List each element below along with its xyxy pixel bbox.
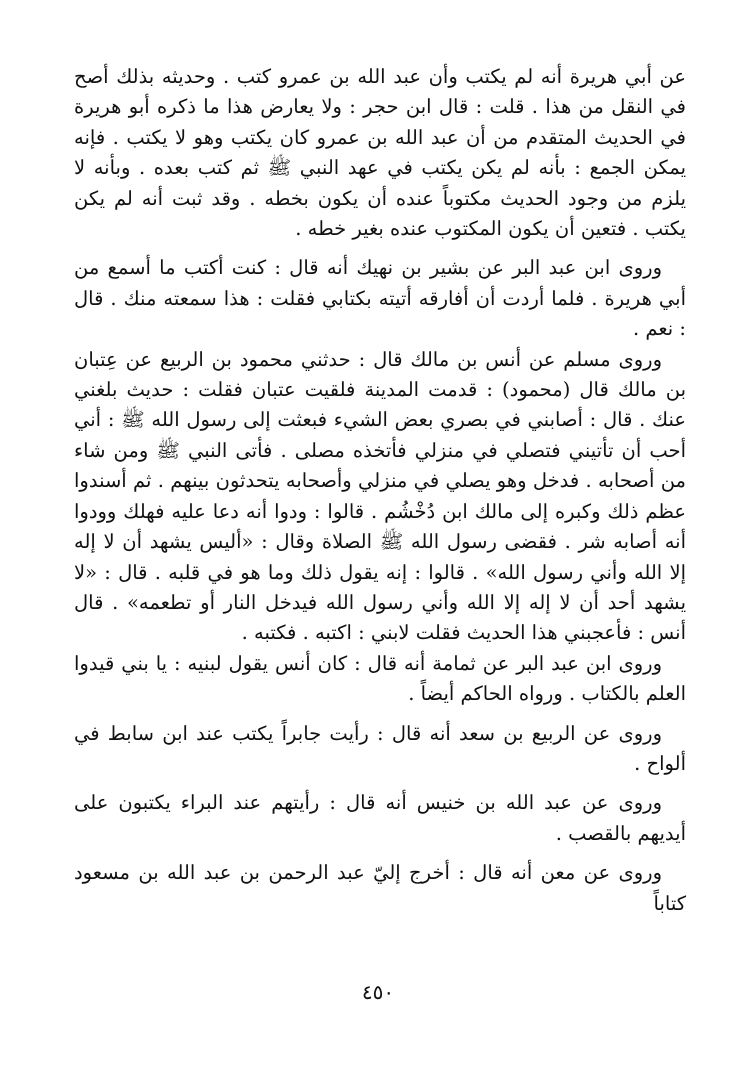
paragraph-3: وروى مسلم عن أنس بن مالك قال : حدثني محمود بن الربيع عن عِتبان بن مالك قال (محمود) : قدمت المدينة فلقيت عتبان فقلت : حديث بلغني عنك . قال : أصابني في بصري بعض الشيء فبعثت إلى رسول الله ﷺ : أني أحب أن تأتيني فتصلي في منزلي فأتخذه مصلى . فأتى النبي ﷺ ومن شاء من أصحابه . فدخل وهو يصلي في منزلي وأصحابه يتحدثون بينهم . ثم أسندوا عظم ذلك وكبره إلى مالك ابن دُخْشُم . قالوا : ودوا أنه دعا عليه فهلك وودوا أنه أصابه شر . فقضى رسول الله ﷺ الصلاة وقال : «أليس يشهد أن لا إله إلا الله وأني رسول الله» . قالوا : إنه يقول ذلك وما هو في قلبه . قال : «لا يشهد أحد أن لا إله إلا الله وأني رسول الله فيدخل النار أو تطعمه» . قال أنس : فأعجبني هذا الحديث فقلت لابني : اكتبه . فكتبه . [74, 347, 686, 645]
paragraph-2: وروى ابن عبد البر عن بشير بن نهيك أنه قال : كنت أكتب ما أسمع من أبي هريرة . فلما أردت أن أفارقه أتيته بكتابي فقلت : هذا سمعته منك . قال : نعم . [74, 256, 686, 341]
paragraph-7: وروى عن معن أنه قال : أخرج إليّ عبد الرحمن بن عبد الله بن مسعود كتاباً [74, 861, 686, 915]
paragraph-6: وروى عن عبد الله بن خنيس أنه قال : رأيتهم عند البراء يكتبون على أيديهم بالقصب . [74, 791, 686, 845]
paragraph-5: وروى عن الربيع بن سعد أنه قال : رأيت جابراً يكتب عند ابن سابط في ألواح . [74, 721, 686, 775]
paragraph-4: وروى ابن عبد البر عن ثمامة أنه قال : كان أنس يقول لبنيه : يا بني قيدوا العلم بالكتاب . ورواه الحاكم أيضاً . [74, 651, 686, 706]
paragraph-1: عن أبي هريرة أنه لم يكتب وأن عبد الله بن عمرو كتب . وحديثه بذلك أصح في النقل من هذا . قلت : قال ابن حجر : ولا يعارض هذا ما ذكره أبو هريرة في الحديث المتقدم من أن عبد الله بن عمرو كان يكتب وهو لا يكتب . فإنه يمكن الجمع : بأنه لم يكن يكتب في عهد النبي ﷺ ثم كتب بعده . وبأنه لا يلزم من وجود الحديث مكتوباً عنده أن يكون بخطه . وقد ثبت أنه لم يكن يكتب . فتعين أن يكون المكتوب عنده بغير خطه . [74, 65, 686, 241]
body-text [74, 62, 686, 919]
page-number: ٤٥٠ [361, 980, 395, 1004]
